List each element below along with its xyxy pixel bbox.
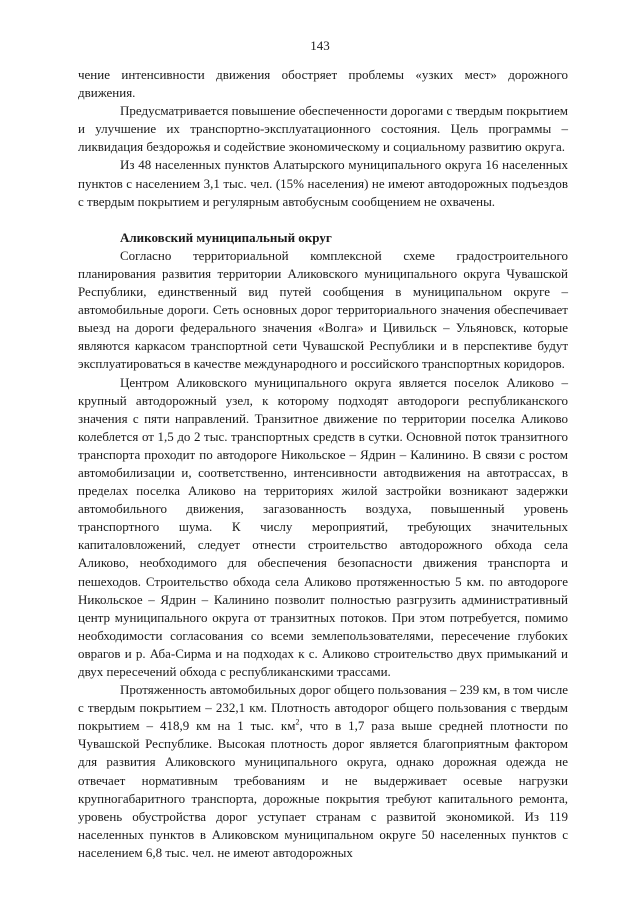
paragraph: Согласно территориальной комплексной схеме градостроительного планирования развития территории Аликовского муниципального округа Чувашской Республики, единственный вид путей сообщения в муниципальном округе – автомобильные дороги. Сеть основных дорог территориального значения обеспечивает выезд на дороги федерального значения «Волга» и Цивильск – Ульяновск, которые являются каркасом транспортной сети Чувашской Республики и в перспективе будут эксплуатироваться в качестве международного и российского транспортных коридоров. (78, 247, 568, 372)
paragraph: Из 48 населенных пунктов Алатырского муниципального округа 16 населенных пунктов с населением 3,1 тыс. чел. (15% населения) не имеют автодорожных подъездов с твердым покрытием и регулярным автобусным сообщением не охвачены. (78, 157, 568, 209)
paragraph-text: , что в 1,7 раза выше средней плотности по Чувашской Республике. Высокая плотность дорог является благоприятным фактором для развития Аликовского муниципального округа, однако дорожная одежда не отвечает нормативным требованиям и не выдерживает осевые нагрузки крупногабаритного транспорта, дорожные покрытия требуют капитального ремонта, уровень обустройства дорог уступает странам с развитой экономикой. Из 119 населенных пунктов в Аликовском муниципальном округе 50 населенных пунктов с населением 6,8 тыс. чел. не имеют автодорожных (78, 718, 569, 860)
paragraph-text: Протяженность автомобильных дорог общего пользования – 239 км, в том числе с твердым покрытием – 232,1 км. Плотность автодорог общего пользования с твердым покрытием – 418,9 км на 1 тыс. км (78, 682, 568, 734)
section-spacer (78, 211, 568, 229)
paragraph: чение интенсивности движения обостряет проблемы «узких мест» дорожного движения. (78, 67, 568, 101)
superscript: 2 (295, 717, 300, 727)
paragraph: Предусматривается повышение обеспеченности дорогами с твердым покрытием и улучшение их транспортно-эксплуатационного состояния. Цель программы – ликвидация бездорожья и содействие экономическому и социальному развитию округа. (78, 103, 568, 155)
paragraph: Центром Аликовского муниципального округа является поселок Аликово – крупный автодорожный узел, к которому подходят автодороги республиканского значения с пяти направлений. Транзитное движение по территории поселка Аликово колеблется от 1,5 до 2 тыс. транспортных средств в сутки. Основной поток транзитного транспорта проходит по автодороге Никольское – Ядрин – Калинино. В связи с ростом автомобилизации и, соответственно, интенсивности автодвижения на автотрассах, в пределах поселка Аликово на территориях жилой застройки возникают задержки автомобильного движения, загазованность воздуха, повышенный уровень транспортного шума. К числу мероприятий, требующих значительных капиталовложений, следует отнести строительство автодорожного обхода села Аликово, необходимого для обеспечения безопасности движения транспорта и пешеходов. Строительство обхода села Аликово протяженностью 5 км. по автодороге Никольское – Ядрин – Калинино позволит полностью разгрузить административный центр муниципального округа от транзитных потоков. При этом потребуется, помимо необходимости согласования со всеми землепользователями, пересечение глубоких оврагов и р. Аба-Сирма и на подходах к с. Аликово строительство двух примыканий и двух пересечений обхода с республиканскими трассами. (78, 374, 568, 679)
page-number: 143 (310, 38, 330, 53)
paragraph (78, 681, 568, 862)
page-body (78, 66, 568, 862)
section-heading: Аликовский муниципальный округ (120, 229, 332, 245)
